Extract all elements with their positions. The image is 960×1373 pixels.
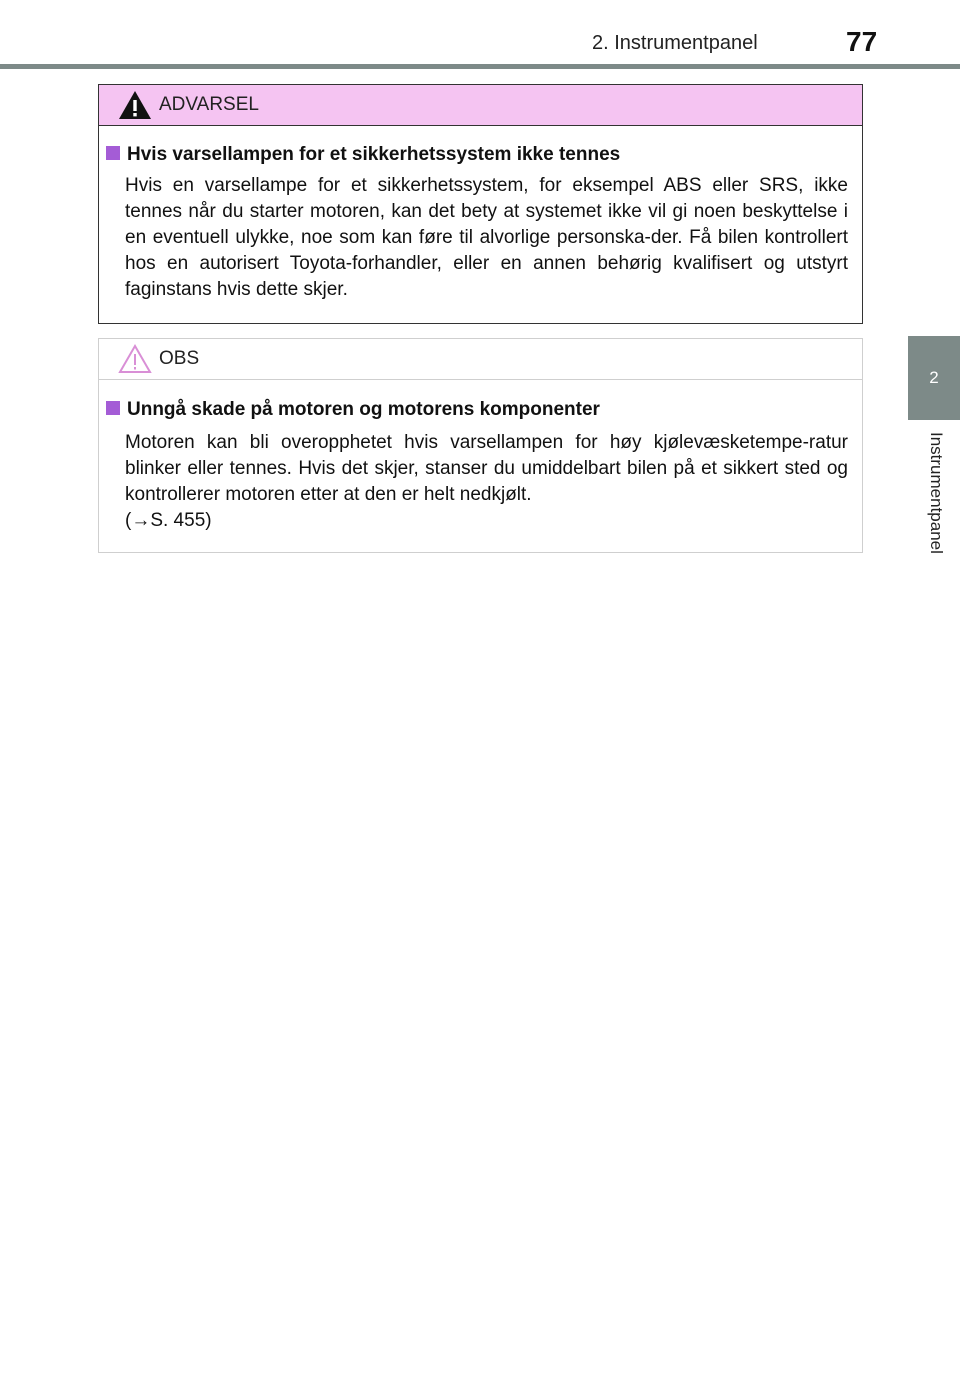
notice-box — [98, 338, 863, 553]
chapter-tab-label: Instrumentpanel — [927, 432, 946, 554]
warning-heading — [106, 144, 850, 166]
notice-page-reference: (→S. 455) — [125, 510, 212, 531]
notice-box-label: OBS — [159, 348, 200, 369]
warning-triangle-icon — [117, 89, 153, 121]
chapter-tab — [908, 336, 960, 420]
warning-heading-text: Hvis varsellampen for et sikkerhetssystem ikke tennes — [127, 144, 621, 165]
warning-box-label: ADVARSEL — [159, 94, 259, 115]
warning-body — [125, 173, 848, 303]
warning-box-header — [99, 85, 862, 126]
caution-outline-triangle-icon — [117, 343, 153, 375]
warning-body-text: Hvis en varsellampe for et sikkerhetssystem, for eksempel ABS eller SRS, ikke tennes når du starter motoren, kan det bety at systemet ikke vil gi noen beskyttelse i en eventuell ulykke, noe som kan føre til alvorlige personska-der. Få bilen kontrollert hos en autorisert Toyota-forhandler, eller en annen behørig kvalifisert og utstyrt faginstans hvis dette skjer. — [125, 175, 848, 300]
notice-box-header — [99, 339, 862, 380]
header-rule — [0, 64, 960, 69]
square-bullet-icon — [106, 146, 120, 160]
notice-heading-text: Unngå skade på motoren og motorens komponenter — [127, 399, 600, 420]
warning-box — [98, 84, 863, 324]
page-number: 77 — [846, 26, 878, 57]
notice-heading — [106, 399, 850, 421]
notice-body — [125, 430, 848, 534]
notice-body-text: Motoren kan bli overopphetet hvis varsellampen for høy kjølevæsketempe-ratur blinker eller tennes. Hvis det skjer, stanser du umiddelbart bilen på et sikkert sted og kontrollerer motoren etter at den er helt nedkjølt. — [125, 432, 848, 505]
chapter-tab-number: 2 — [929, 368, 939, 387]
square-bullet-icon — [106, 401, 120, 415]
chapter-title: 2. Instrumentpanel — [592, 32, 758, 54]
